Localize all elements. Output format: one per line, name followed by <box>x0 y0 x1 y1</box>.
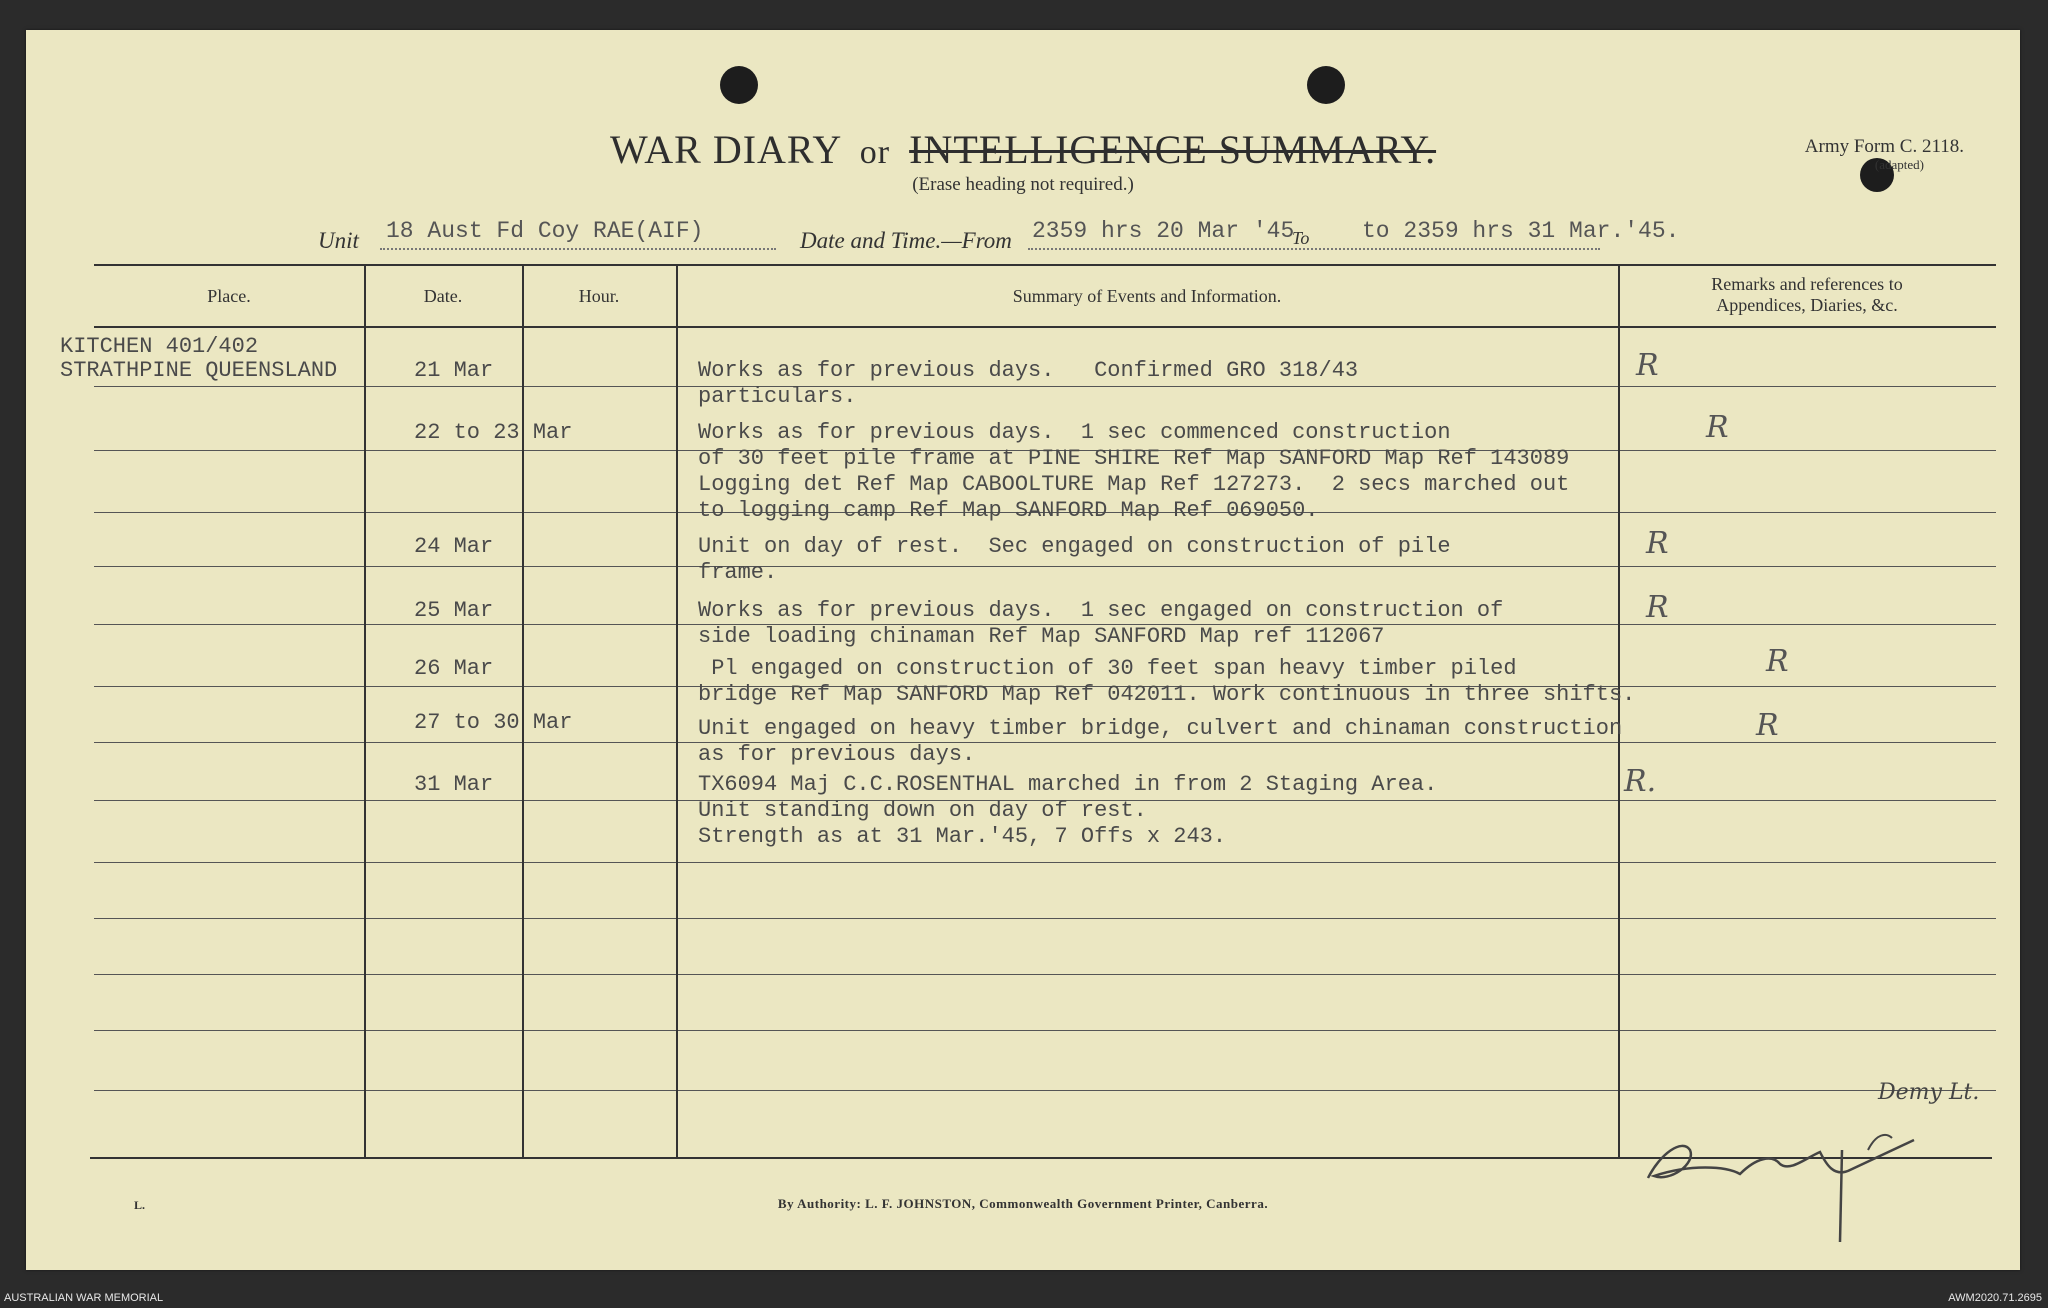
footer-left-code: L. <box>134 1198 146 1212</box>
col-header-hour: Hour. <box>578 286 620 306</box>
row-rule <box>1620 624 1996 625</box>
row-rule <box>366 974 522 975</box>
row-rule <box>524 862 676 863</box>
printer-authority: By Authority: L. F. JOHNSTON, Commonwealth Government Printer, Canberra. <box>777 1196 1269 1211</box>
army-form-sub: (adapted) <box>1874 157 1924 172</box>
punch-hole-right <box>1307 66 1345 104</box>
row-rule <box>366 800 522 801</box>
row-rule <box>524 1090 676 1091</box>
row-rule <box>366 624 522 625</box>
row-rule <box>366 1030 522 1031</box>
entry-date: 22 to 23 Mar <box>414 420 573 445</box>
entry-summary: Works as for previous days. 1 sec engaged on construction of side loading chinaman Ref Map SANFORD Map ref 112067 <box>698 598 1504 649</box>
table-top-rule <box>94 264 1996 266</box>
col-divider-summary <box>1618 264 1620 1157</box>
unit-value: 18 Aust Fd Coy RAE(AIF) <box>386 218 704 244</box>
row-rule <box>1620 974 1996 975</box>
col-divider-place <box>364 264 366 1157</box>
row-rule <box>94 918 364 919</box>
form-title <box>26 126 2020 173</box>
row-rule <box>366 742 522 743</box>
row-rule <box>366 686 522 687</box>
row-rule <box>524 624 676 625</box>
row-rule <box>1620 566 1996 567</box>
title-or: or <box>859 134 891 171</box>
army-form-number <box>1805 138 1964 174</box>
remark-initial: R <box>1756 708 1779 743</box>
entry-date: 25 Mar <box>414 598 494 623</box>
signature-scribble <box>1630 1094 1930 1244</box>
row-rule <box>524 742 676 743</box>
row-rule <box>1620 386 1996 387</box>
row-rule <box>524 512 676 513</box>
row-rule <box>1620 686 1996 687</box>
row-rule <box>1620 918 1996 919</box>
date-to-value: to 2359 hrs 31 Mar.'45. <box>1362 218 1680 244</box>
army-form-label: Army Form C. 2118. <box>1804 136 1964 157</box>
place-line-2: STRATHPINE QUEENSLAND <box>60 358 338 383</box>
entry-date: 26 Mar <box>414 656 494 681</box>
row-rule <box>94 566 364 567</box>
unit-dotted-line <box>380 248 776 250</box>
entry-date: 31 Mar <box>414 772 494 797</box>
row-rule <box>94 1090 364 1091</box>
remarks-header-line2: Appendices, Diaries, &c. <box>1716 295 1898 315</box>
row-rule <box>94 450 364 451</box>
row-rule <box>524 974 676 975</box>
date-from-value: 2359 hrs 20 Mar '45 <box>1032 218 1295 244</box>
row-rule <box>366 862 522 863</box>
war-diary-page <box>26 30 2020 1270</box>
col-header-date: Date. <box>423 286 463 306</box>
row-rule <box>366 512 522 513</box>
row-rule <box>94 686 364 687</box>
row-rule <box>678 862 1618 863</box>
title-main: WAR DIARY <box>609 127 841 172</box>
row-rule <box>94 624 364 625</box>
row-rule <box>678 918 1618 919</box>
row-rule <box>678 1030 1618 1031</box>
row-rule <box>1620 862 1996 863</box>
row-rule <box>524 686 676 687</box>
row-rule <box>1620 800 1996 801</box>
row-rule <box>366 918 522 919</box>
remark-initial: R. <box>1624 764 1657 799</box>
remark-initial: R <box>1766 644 1789 679</box>
row-rule <box>524 1030 676 1031</box>
row-rule <box>366 450 522 451</box>
remark-initial: R <box>1636 348 1659 383</box>
row-rule <box>94 974 364 975</box>
row-rule <box>94 800 364 801</box>
remarks-header-line1: Remarks and references to <box>1711 274 1903 294</box>
col-header-remarks <box>1618 274 1996 316</box>
date-time-label: Date and Time.—From <box>800 228 1012 253</box>
row-rule <box>678 974 1618 975</box>
entry-summary: Unit engaged on heavy timber bridge, culvert and chinaman construction as for previous days. <box>698 716 1623 767</box>
archive-label: AUSTRALIAN WAR MEMORIAL <box>4 1292 164 1304</box>
remark-initial: R <box>1646 526 1669 561</box>
remark-initial: R <box>1646 590 1669 625</box>
row-rule <box>1620 1030 1996 1031</box>
row-rule <box>524 450 676 451</box>
row-rule <box>678 1090 1618 1091</box>
col-header-place: Place. <box>207 286 251 306</box>
row-rule <box>94 862 364 863</box>
row-rule <box>366 566 522 567</box>
entry-date: 21 Mar <box>414 358 494 383</box>
row-rule <box>524 800 676 801</box>
remark-initial: R <box>1706 410 1729 445</box>
row-rule <box>94 1030 364 1031</box>
row-rule <box>1620 742 1996 743</box>
to-label: To <box>1292 228 1310 248</box>
signature-text: Demy Lt. <box>1878 1080 1980 1105</box>
row-rule <box>1620 512 1996 513</box>
row-rule <box>1620 450 1996 451</box>
entry-summary: Pl engaged on construction of 30 feet span heavy timber piled bridge Ref Map SANFORD Map Ref 042011. Work continuous in three shifts. <box>698 656 1636 707</box>
row-rule <box>94 386 364 387</box>
entry-summary: Works as for previous days. Confirmed GRO 318/43 particulars. <box>698 358 1359 409</box>
row-rule <box>524 566 676 567</box>
row-rule <box>94 742 364 743</box>
title-struck: INTELLIGENCE SUMMARY. <box>909 127 1437 172</box>
row-rule <box>366 386 522 387</box>
entry-summary: Unit on day of rest. Sec engaged on construction of pile frame. <box>698 534 1451 585</box>
row-rule <box>94 512 364 513</box>
entry-date: 27 to 30 Mar <box>414 710 573 735</box>
entry-date: 24 Mar <box>414 534 494 559</box>
place-line-1: KITCHEN 401/402 <box>60 334 259 359</box>
punch-hole-left <box>720 66 758 104</box>
unit-label: Unit <box>318 228 359 253</box>
col-header-summary: Summary of Events and Information. <box>1012 286 1282 306</box>
date-dotted-line <box>1028 248 1600 250</box>
row-rule <box>524 386 676 387</box>
erase-note: (Erase heading not required.) <box>912 174 1134 195</box>
header-bottom-rule <box>94 326 1996 328</box>
row-rule <box>524 918 676 919</box>
row-rule <box>366 1090 522 1091</box>
entry-summary: Works as for previous days. 1 sec commenced construction of 30 feet pile frame at PINE SHIRE Ref Map SANFORD Map Ref 143089 Logging det Ref Map CABOOLTURE Map Ref 127273. 2 secs marched out to logging camp Ref Map SANFORD Map Ref 069050. <box>698 420 1570 523</box>
archive-id: AWM2020.71.2695 <box>1948 1292 2042 1304</box>
entry-summary: TX6094 Maj C.C.ROSENTHAL marched in from 2 Staging Area. Unit standing down on day of rest. Strength as at 31 Mar.'45, 7 Offs x 243. <box>698 772 1438 849</box>
col-divider-hour <box>676 264 678 1157</box>
